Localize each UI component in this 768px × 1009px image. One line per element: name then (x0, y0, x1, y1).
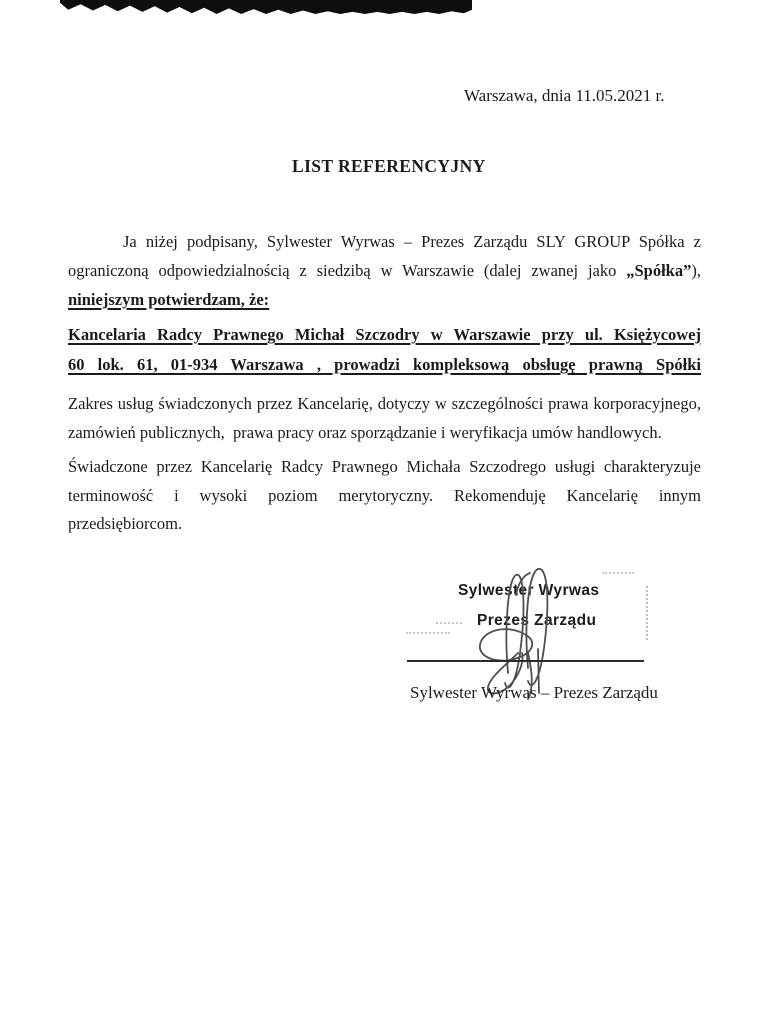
recommendation-line-3: przedsiębiorcom. (68, 514, 183, 533)
stamp-border-fragment-right (646, 586, 648, 640)
services-scope-paragraph (68, 390, 701, 447)
date-line: Warszawa, dnia 11.05.2021 r. (464, 86, 665, 105)
stamp-border-fragment-bottom (406, 632, 450, 634)
typed-signatory-name: Sylwester Wyrwas – Prezes Zarządu (410, 683, 658, 702)
confirmation-clause (68, 285, 701, 314)
stamp-title-text: Prezes Zarządu (477, 612, 597, 629)
law-firm-line-1 (68, 320, 701, 350)
recommendation-line-2: terminowość i wysoki poziom merytoryczny. Rekomenduję Kancelarię innym (68, 485, 701, 505)
page-title: LIST REFERENCYJNY (292, 156, 486, 176)
company-short-name: „Spółka” (626, 261, 692, 280)
letter-body (68, 227, 701, 539)
law-firm-line-2-text: 60 lok. 61, 01-934 Warszawa , prowadzi kompleksową obsługę prawną Spółki (68, 355, 701, 374)
stamp-border-fragment-top (602, 572, 634, 574)
recommendation-line-1: Świadczone przez Kancelarię Radcy Prawnego Michała Szczodrego usługi charakteryzuje (68, 457, 701, 476)
intro-line-2-text: ograniczoną odpowiedzialnością z siedzibą w Warszawie (dalej zwanej jako (68, 261, 627, 280)
law-firm-line-2 (68, 350, 701, 380)
recommendation-paragraph (68, 453, 701, 539)
services-line-2: zamówień publicznych, prawa pracy oraz sporządzanie i weryfikacja umów handlowych. (68, 422, 662, 442)
redacted-header-bar (60, 0, 472, 14)
intro-line-2-tail: ), (691, 261, 701, 280)
signature-line (407, 660, 644, 662)
intro-line-2 (68, 256, 701, 285)
intro-line-1: Ja niżej podpisany, Sylwester Wyrwas – Prezes Zarządu SLY GROUP Spółka z (123, 232, 701, 251)
law-firm-line-1-text: Kancelaria Radcy Prawnego Michał Szczodry w Warszawie przy ul. Księżycowej (68, 325, 701, 344)
intro-paragraph (68, 227, 701, 314)
confirmation-clause-text: niniejszym potwierdzam, że: (68, 290, 270, 309)
stamp-name-text: Sylwester Wyrwas (458, 582, 600, 599)
law-firm-statement (68, 320, 701, 380)
services-line-1: Zakres usług świadczonych przez Kancelarię, dotyczy w szczególności prawa korporacyjnego, (68, 394, 701, 413)
